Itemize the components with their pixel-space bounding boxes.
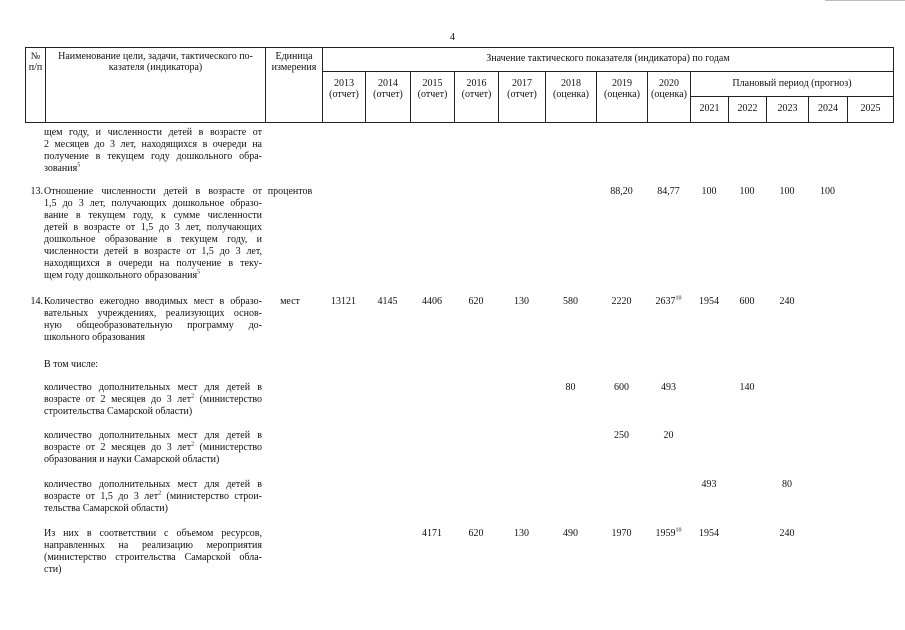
header-year-2020-text: 2020 — [659, 78, 679, 89]
value-2021 — [690, 528, 728, 540]
value-2019 — [596, 528, 647, 540]
table-body — [25, 123, 893, 603]
header-year-2019-text: (оценка) — [604, 89, 640, 100]
value-2020 — [647, 528, 690, 540]
indicator-text: зования — [44, 163, 78, 174]
indicator-line: вательных учреждениях, реализующих основ- — [44, 308, 262, 319]
value-2022 — [728, 382, 766, 394]
indicator-line: вание в текущем году, к сумме численности — [44, 210, 262, 221]
footnote-ref: 2 — [158, 490, 162, 497]
indicator-line: количество дополнительных мест для детей в — [44, 382, 262, 393]
header-year-2021-text: 2021 — [699, 103, 720, 114]
value-text: 490 — [563, 528, 578, 539]
header-year-2013-text: (отчет) — [329, 89, 359, 100]
header-year-2016-text: 2016 — [466, 78, 487, 89]
indicator-line — [44, 270, 262, 282]
value-text: 620 — [468, 528, 484, 539]
value-text: 13121 — [331, 296, 356, 307]
indicator-text: возрасте от 2 месяцев до 3 лет — [44, 394, 192, 405]
indicator-line — [44, 442, 262, 454]
header-year-2017-text: 2017 — [512, 78, 532, 89]
value-2018 — [545, 382, 596, 394]
header-year-2018-text: (оценка) — [553, 89, 589, 100]
value-2019 — [596, 186, 647, 198]
indicator-line — [44, 359, 262, 371]
value-2021 — [690, 479, 728, 491]
indicator-line: численности детей в возрасте от 1,5 до 3 лет, — [44, 246, 262, 257]
top-edge-rule — [825, 0, 905, 1]
indicator-name — [44, 382, 262, 418]
value-text: 600 — [614, 382, 629, 393]
value-text: 240 — [779, 296, 795, 307]
header-year-2014-text: 2014 — [378, 78, 398, 89]
indicator-name — [44, 127, 262, 175]
indicator-text: (министерство — [194, 442, 262, 453]
unit-cell: мест — [280, 296, 300, 307]
indicator-line — [44, 394, 262, 406]
value-2023 — [766, 296, 808, 308]
value-2015 — [410, 528, 454, 540]
row-number: 13. — [30, 186, 43, 197]
header-year-2016-text: (отчет) — [461, 89, 492, 100]
indicator-line — [44, 332, 262, 344]
value-2023 — [766, 528, 808, 540]
value-2019 — [596, 296, 647, 308]
indicator-line: направленных на реализацию мероприятия — [44, 540, 262, 551]
indicator-line: Из них в соответствии с объемом ресурсов, — [44, 528, 262, 539]
header-year-2015-text: (отчет) — [417, 89, 448, 100]
value-2020 — [647, 382, 690, 394]
indicator-name — [44, 430, 262, 466]
value-2022 — [728, 186, 766, 198]
header-year-2017 — [498, 71, 546, 123]
indicator-text: строительства Самарской области) — [44, 406, 193, 417]
header-year-2018-text: 2018 — [561, 78, 581, 89]
indicator-line — [44, 163, 262, 175]
value-text: 20 — [663, 430, 674, 441]
value-2015 — [410, 296, 454, 308]
value-2018 — [545, 296, 596, 308]
value-text: 620 — [468, 296, 484, 307]
value-2019 — [596, 430, 647, 442]
value-text: 100 — [779, 186, 795, 197]
footnote-ref: 2 — [191, 393, 195, 400]
header-year-2016 — [454, 71, 499, 123]
indicator-line — [44, 491, 262, 503]
indicator-line: Количество ежегодно вводимых мест в образо- — [44, 296, 262, 307]
value-text: 100 — [701, 186, 717, 197]
header-unit-text: Единица измерения — [271, 51, 317, 73]
indicator-line — [44, 503, 262, 515]
value-2017 — [498, 528, 545, 540]
value-2024 — [808, 186, 847, 198]
unit-cell: процентов — [267, 186, 313, 197]
header-plan-title — [690, 71, 894, 97]
value-2023 — [766, 186, 808, 198]
value-text: 1954 — [699, 528, 719, 539]
value-2020 — [647, 186, 690, 198]
header-year-2013-text: 2013 — [334, 78, 354, 89]
value-text: 580 — [563, 296, 578, 307]
value-2023 — [766, 479, 808, 491]
value-2016 — [454, 528, 498, 540]
header-year-2019-text: 2019 — [612, 78, 632, 89]
header-num-text: № п/п — [28, 51, 43, 73]
indicator-text: (министерство строи- — [161, 491, 262, 502]
header-year-2020-text: (оценка) — [651, 89, 687, 100]
value-text: 2637 — [655, 296, 676, 307]
value-text: 240 — [779, 528, 795, 539]
value-text: 600 — [739, 296, 755, 307]
indicator-line: количество дополнительных мест для детей в — [44, 430, 262, 441]
value-text: 493 — [701, 479, 717, 490]
indicator-text: (министерство — [194, 394, 262, 405]
indicator-text: щем году дошкольного образования — [44, 270, 198, 281]
header-name — [45, 47, 266, 123]
header-name-text: Наименование цели, задачи, тактического по-казателя (индикатора) — [58, 51, 253, 73]
header-year-2024-text: 2024 — [818, 103, 838, 114]
value-text: 140 — [739, 382, 755, 393]
indicator-name — [44, 186, 262, 282]
indicator-text: сти) — [44, 564, 62, 575]
indicator-text: тельства Самарской области) — [44, 503, 168, 514]
page-number: 4 — [450, 32, 455, 43]
indicator-line — [44, 454, 262, 466]
indicator-line: дошкольное образование в текущем году, и — [44, 234, 262, 245]
indicator-line: количество дополнительных мест для детей в — [44, 479, 262, 490]
header-year-2025 — [847, 96, 894, 123]
indicator-line: Отношение численности детей в возрасте от — [44, 186, 262, 197]
value-text: 80 — [565, 382, 576, 393]
footnote-ref: 10 — [675, 527, 682, 534]
header-year-2021 — [690, 96, 729, 123]
indicator-text: возрасте от 1,5 до 3 лет — [44, 491, 159, 502]
header-values-title-text: Значение тактического показателя (индикатора) по годам — [486, 53, 730, 64]
value-text: 100 — [820, 186, 835, 197]
indicator-line — [44, 406, 262, 418]
header-year-2023-text: 2023 — [777, 103, 798, 114]
indicator-name — [44, 359, 262, 371]
value-2014 — [365, 296, 410, 308]
indicator-name — [44, 296, 262, 344]
value-2020 — [647, 296, 690, 308]
footnote-ref: 2 — [191, 441, 195, 448]
value-text: 4145 — [377, 296, 398, 307]
footnote-ref: 5 — [197, 269, 201, 276]
indicator-line: (министерство строительства Самарской обла- — [44, 552, 262, 563]
header-year-2015-text: 2015 — [422, 78, 443, 89]
indicator-line: получение в текущем году дошкольного обра- — [44, 151, 262, 162]
row-number: 14. — [30, 296, 43, 307]
value-text: 130 — [514, 528, 529, 539]
value-text: 80 — [782, 479, 792, 490]
value-2020 — [647, 430, 690, 442]
header-year-2017-text: (отчет) — [507, 89, 537, 100]
indicator-line: находящихся в очереди на получение в теку- — [44, 258, 262, 269]
indicator-line: 1,5 до 3 лет, получающих дошкольное образо- — [44, 198, 262, 209]
indicator-line: ную общеобразовательную программу до- — [44, 320, 262, 331]
indicator-text: образования и науки Самарской области) — [44, 454, 220, 465]
header-unit — [265, 47, 323, 123]
indicator-line: 2 месяцев до 3 лет, находящихся в очереди на — [44, 139, 262, 150]
value-text: 250 — [614, 430, 629, 441]
value-text: 4171 — [422, 528, 442, 539]
header-year-2020 — [647, 71, 691, 123]
header-year-2023 — [766, 96, 809, 123]
value-text: 1959 — [655, 528, 676, 539]
value-2018 — [545, 528, 596, 540]
value-text: 4406 — [422, 296, 442, 307]
header-year-2025-text: 2025 — [860, 103, 881, 114]
header-year-2024 — [808, 96, 848, 123]
value-text: 88,20 — [610, 186, 633, 197]
value-text: 1954 — [699, 296, 719, 307]
header-values-title — [322, 47, 894, 72]
value-2016 — [454, 296, 498, 308]
indicator-line: щем году, и численности детей в возрасте от — [44, 127, 262, 138]
footnote-ref: 10 — [675, 295, 682, 302]
header-year-2022 — [728, 96, 767, 123]
value-2022 — [728, 296, 766, 308]
value-2019 — [596, 382, 647, 394]
value-text: 130 — [514, 296, 529, 307]
value-2017 — [498, 296, 545, 308]
indicator-text: В том числе: — [44, 359, 99, 370]
indicator-name — [44, 528, 262, 576]
header-year-2013 — [322, 71, 366, 123]
header-year-2018 — [545, 71, 597, 123]
value-2013 — [322, 296, 365, 308]
header-plan-title-text: Плановый период (прогноз) — [732, 78, 852, 89]
header-year-2019 — [596, 71, 648, 123]
value-2021 — [690, 296, 728, 308]
header-year-2015 — [410, 71, 455, 123]
header-year-2014 — [365, 71, 411, 123]
indicator-text: возрасте от 2 месяцев до 3 лет — [44, 442, 192, 453]
value-2021 — [690, 186, 728, 198]
header-year-2022-text: 2022 — [737, 103, 758, 114]
value-text: 100 — [739, 186, 755, 197]
value-text: 84,77 — [657, 186, 680, 197]
indicator-line: детей в возрасте от 1,5 до 3 лет, получающих — [44, 222, 262, 233]
value-text: 493 — [661, 382, 676, 393]
footnote-ref: 5 — [77, 162, 81, 169]
value-text: 1970 — [611, 528, 632, 539]
table-header — [25, 47, 893, 123]
indicator-text: школьного образования — [44, 332, 145, 343]
header-num — [25, 47, 46, 123]
header-year-2014-text: (отчет) — [373, 89, 403, 100]
value-text: 2220 — [611, 296, 632, 307]
indicator-line — [44, 564, 262, 576]
indicator-name — [44, 479, 262, 515]
